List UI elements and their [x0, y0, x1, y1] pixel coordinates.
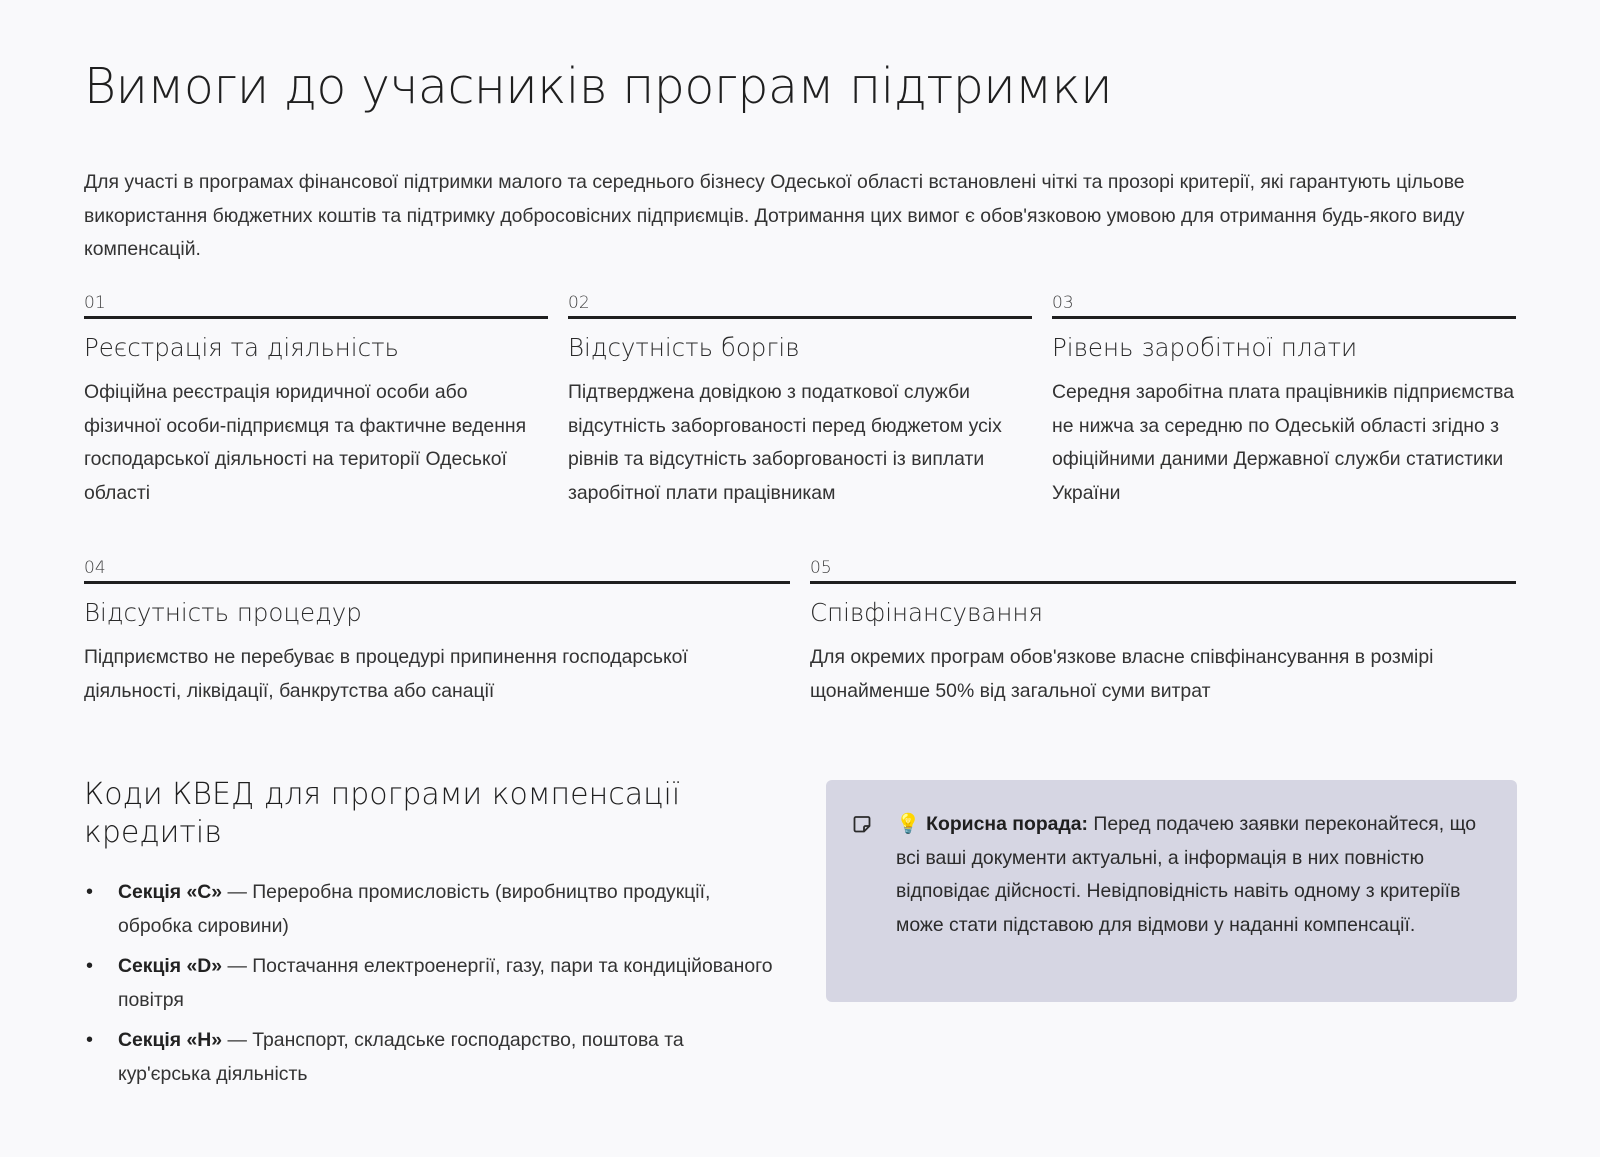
requirement-text: Для окремих програм обов'язкове власне співфінансування в розмірі щонайменше 50% від загальної суми витрат: [810, 646, 1434, 702]
requirement-number: 02: [568, 293, 590, 313]
requirement-divider: [810, 581, 1516, 584]
page-title: Вимоги до учасників програм підтримки: [84, 58, 1112, 115]
requirement-text: Підприємство не перебуває в процедурі припинення господарської діяльності, ліквідації, банкрутства або санації: [84, 646, 688, 702]
requirement-number: 04: [84, 558, 106, 578]
list-bullet: •: [86, 881, 94, 903]
requirement-divider: [568, 316, 1032, 319]
requirement-card-no-debts: [568, 292, 1032, 510]
kved-description: — Переробна промисловість (виробництво продукції, обробка сировини): [118, 881, 711, 937]
kved-section-title: Коди КВЕД для програми компенсації кредитів: [84, 777, 681, 850]
requirement-card-salary-level: [1052, 292, 1516, 510]
requirement-card-no-procedures: [84, 557, 790, 708]
kved-code: Секція «D»: [118, 955, 223, 977]
requirement-text: Підтверджена довідкою з податкової служби відсутність заборгованості перед бюджетом усіх рівнів та відсутність заборгованості із виплати заробітної плати працівникам: [568, 381, 1002, 504]
note-icon: [852, 814, 872, 834]
requirement-text: Середня заробітна плата працівників підприємства не нижча за середню по Одеській області згідно з офіційними даними Державної служби статистики України: [1052, 381, 1514, 504]
requirement-number: 05: [810, 558, 832, 578]
kved-code: Секція «H»: [118, 1029, 223, 1051]
requirement-title: Співфінансування: [810, 598, 1043, 627]
requirement-divider: [84, 581, 790, 584]
tip-body: Перед подачею заявки переконайтеся, що всі ваші документи актуальні, а інформація в них повністю відповідає дійсності. Невідповідність навіть одному з критеріїв може стати підставою для відмови у наданні компенсації.: [896, 813, 1477, 936]
kved-description: — Постачання електроенергії, газу, пари та кондиційованого повітря: [118, 955, 773, 1011]
list-bullet: •: [86, 955, 94, 977]
kved-item-section-h: [84, 1024, 774, 1091]
requirement-card-registration: [84, 292, 548, 510]
requirement-title: Реєстрація та діяльність: [84, 333, 399, 362]
lightbulb-icon: 💡: [896, 813, 921, 835]
requirement-title: Відсутність процедур: [84, 598, 362, 627]
requirement-card-cofinancing: [810, 557, 1516, 708]
requirements-row-2: [84, 557, 1516, 708]
tip-callout: [826, 780, 1517, 1002]
tip-text: [896, 808, 1491, 942]
requirement-text: Офіційна реєстрація юридичної особи або фізичної особи-підприємця та фактичне ведення господарської діяльності на території Одеської області: [84, 381, 527, 504]
requirement-number: 01: [84, 293, 106, 313]
kved-code: Секція «C»: [118, 881, 223, 903]
kved-list: [84, 876, 774, 1098]
list-bullet: •: [86, 1029, 94, 1051]
tip-label: Корисна порада:: [926, 813, 1089, 835]
kved-item-section-d: [84, 950, 774, 1017]
requirements-row-1: [84, 292, 1516, 510]
requirement-title: Відсутність боргів: [568, 333, 800, 362]
requirement-divider: [84, 316, 548, 319]
requirement-number: 03: [1052, 293, 1074, 313]
kved-item-section-c: [84, 876, 774, 943]
intro-paragraph: Для участі в програмах фінансової підтримки малого та середнього бізнесу Одеської області встановлені чіткі та прозорі критерії, які гарантують цільове використання бюджетних коштів та підтримку добросовісних підприємців. Дотримання цих вимог є обов'язковою умовою для отримання будь-якого виду компенсацій.: [84, 171, 1465, 260]
kved-description: — Транспорт, складське господарство, поштова та кур'єрська діяльність: [118, 1029, 684, 1085]
requirement-title: Рівень заробітної плати: [1052, 333, 1358, 362]
requirement-divider: [1052, 316, 1516, 319]
